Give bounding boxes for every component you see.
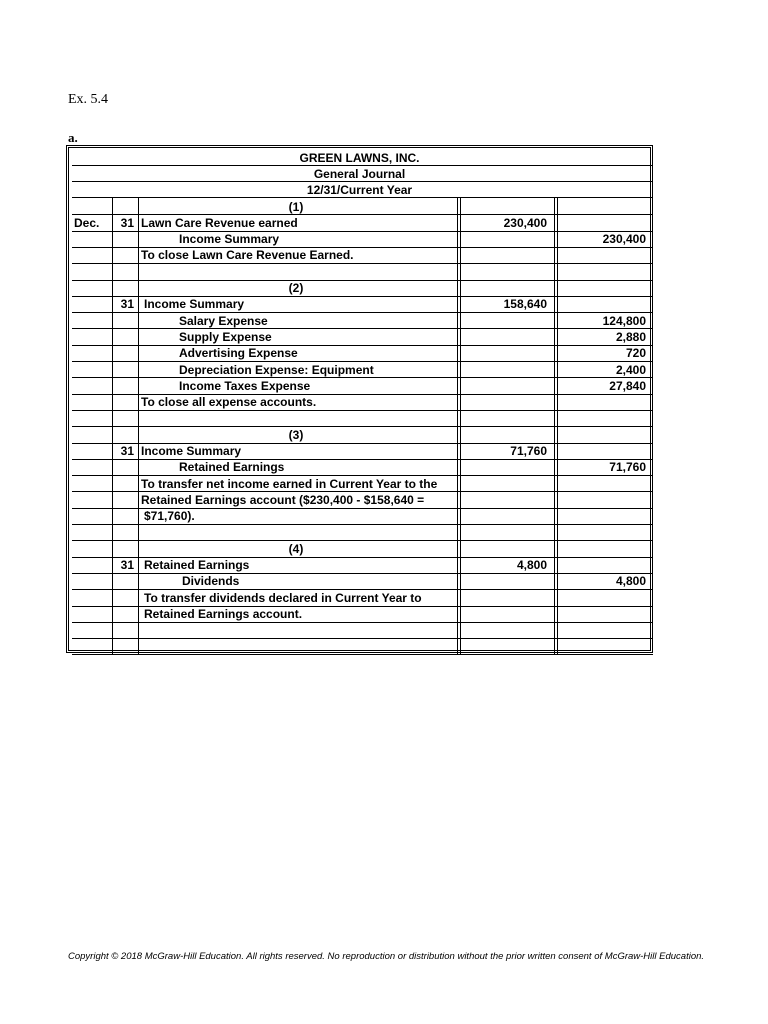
credit-amount: 4,800 [615, 574, 646, 589]
entry-description: Lawn Care Revenue earned [141, 215, 298, 230]
entry-day: 31 [120, 297, 134, 312]
entry-number: (1) [288, 199, 304, 214]
credit-account-name: Salary Expense [179, 313, 268, 328]
entry-month: Dec. [74, 215, 100, 230]
credit-account-name: Depreciation Expense: Equipment [179, 362, 374, 377]
entry-description: $71,760). [144, 509, 195, 524]
debit-amount: 230,400 [503, 215, 547, 230]
row-rule [72, 654, 653, 655]
entry-description: To transfer dividends declared in Current Year to [144, 590, 422, 605]
credit-account-name: Dividends [182, 574, 240, 589]
journal-date: 12/31/Current Year [306, 183, 413, 197]
credit-account-name: Supply Expense [179, 329, 272, 344]
entry-description: Retained Earnings account ($230,400 - $158,640 = [141, 492, 425, 507]
exercise-title: Ex. 5.4 [68, 92, 109, 107]
entry-number: (3) [288, 427, 304, 442]
credit-account-name: Income Taxes Expense [179, 378, 311, 393]
credit-amount: 27,840 [609, 378, 646, 393]
debit-amount: 158,640 [503, 297, 547, 312]
credit-amount: 230,400 [602, 232, 646, 247]
entry-day: 31 [120, 444, 134, 458]
journal-title: General Journal [313, 167, 406, 181]
credit-amount: 2,400 [615, 362, 646, 377]
entry-description: Income Summary [144, 297, 245, 312]
general-journal-table [66, 145, 653, 653]
credit-account-name: Advertising Expense [179, 346, 298, 361]
entry-number: (4) [288, 541, 304, 556]
header-rule [72, 181, 653, 182]
debit-amount: 4,800 [516, 558, 547, 573]
credit-amount: 71,760 [609, 460, 646, 475]
entry-description: Retained Earnings [144, 558, 250, 573]
copyright-notice: Copyright © 2018 McGraw-Hill Education. All rights reserved. No reproduction or distribution without the prior written consent of McGraw-Hill Education. [68, 951, 705, 962]
company-name: GREEN LAWNS, INC. [299, 151, 420, 165]
entry-description: Retained Earnings account. [144, 607, 303, 621]
credit-amount: 124,800 [602, 313, 646, 328]
entry-description: To close Lawn Care Revenue Earned. [141, 248, 354, 263]
credit-amount: 2,880 [615, 329, 646, 344]
entry-number: (2) [288, 281, 304, 295]
row-rule [72, 638, 653, 639]
entry-description: To close all expense accounts. [141, 395, 317, 410]
entry-description: To transfer net income earned in Current Year to the [141, 476, 438, 491]
entry-day: 31 [120, 558, 134, 573]
credit-account-name: Retained Earnings [179, 460, 285, 475]
credit-amount: 720 [625, 346, 646, 361]
header-rule [72, 165, 653, 166]
entry-day: 31 [120, 215, 134, 230]
debit-amount: 71,760 [510, 444, 547, 458]
part-label: a. [68, 130, 78, 145]
credit-account-name: Income Summary [179, 232, 280, 247]
entry-description: Income Summary [141, 444, 242, 458]
